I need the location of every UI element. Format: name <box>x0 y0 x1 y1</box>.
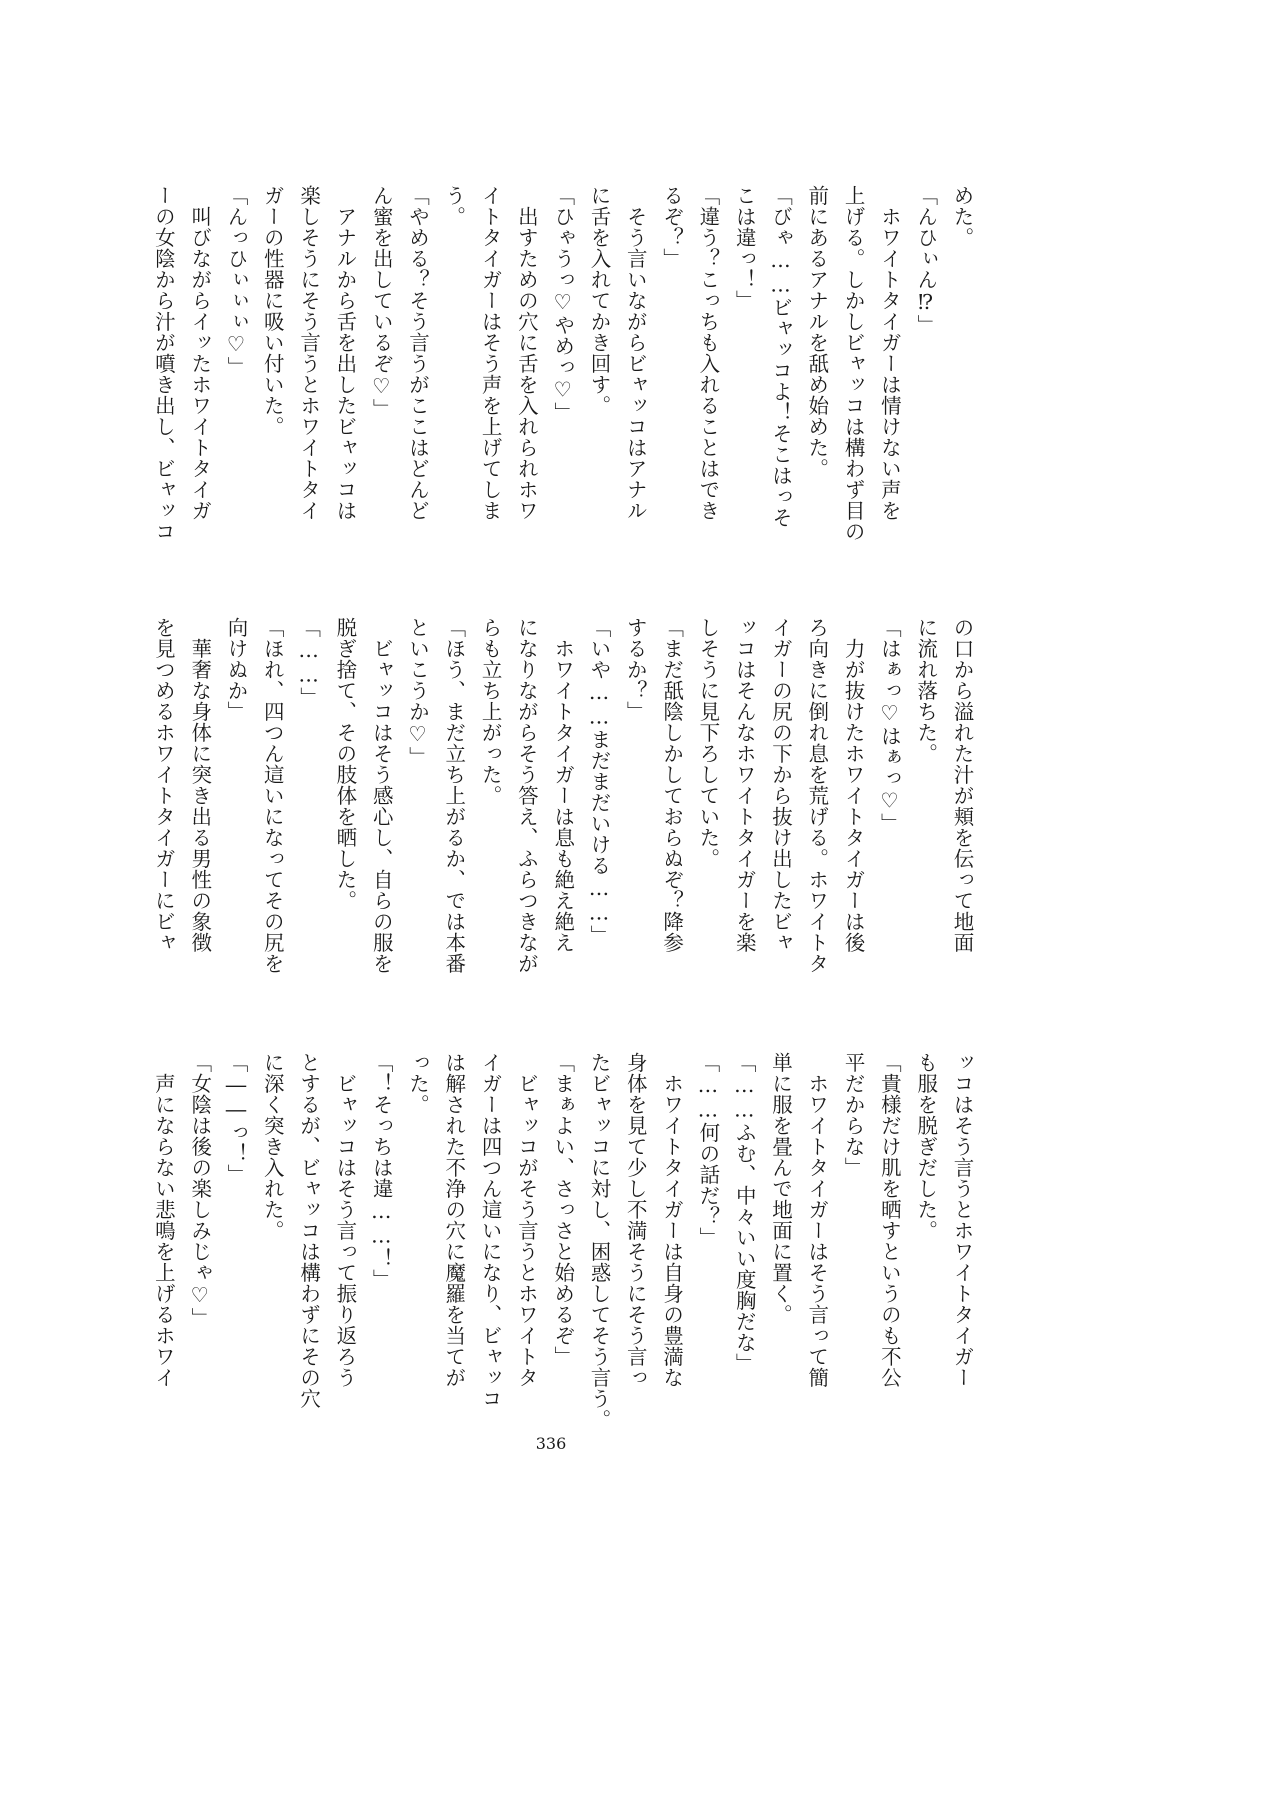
text-line: 「――っ！」 <box>224 1052 248 1185</box>
text-line: ーの女陰から汁が噴き出し、ビャッコ <box>151 185 176 542</box>
text-line: ガーの性器に吸い付いた。 <box>260 185 285 437</box>
text-line: 前にあるアナルを舐め始めた。 <box>804 185 829 479</box>
text-line: ホワイトタイガーはそう言って簡 <box>804 1052 829 1388</box>
text-line: を見つめるホワイトタイガーにビャ <box>151 617 176 953</box>
text-line: 「はぁっ♡はぁっ♡」 <box>877 617 902 834</box>
text-line: ッコはそんなホワイトタイガーを楽 <box>732 617 757 953</box>
text-line: 声にならない悲鳴を上げるホワイ <box>151 1052 176 1388</box>
text-line: 平だからな」 <box>841 1052 866 1178</box>
text-line: 向けぬか」 <box>224 617 248 722</box>
text-line: 楽しそうにそう言うとホワイトタイ <box>296 185 321 521</box>
text-line: 華奢な身体に突き出る男性の象徴 <box>187 617 212 953</box>
text-line: アナルから舌を出したビャッコは <box>332 185 357 521</box>
text-line: 「やめる？そう言うがここはどんど <box>405 185 430 521</box>
text-block-upper <box>0 185 1102 590</box>
text-line: の口から溢れた汁が頬を伝って地面 <box>950 617 974 953</box>
text-line: ッコはそう言うとホワイトタイガー <box>950 1052 974 1388</box>
text-line: 叫びながらイッたホワイトタイガ <box>187 185 212 521</box>
text-line: 「いや……まだまだいける……」 <box>587 617 611 946</box>
text-line: ホワイトタイガーは自身の豊満な <box>659 1052 684 1388</box>
text-line: らも立ち上がった。 <box>478 617 503 806</box>
text-line: めた。 <box>950 185 974 248</box>
text-line: 「んひぃん⁉」 <box>913 185 938 336</box>
text-line: こは違っ！」 <box>732 185 757 311</box>
text-line: 「違う？こっちも入れることはでき <box>695 185 720 521</box>
text-line: ビャッコはそう言って振り返ろう <box>332 1052 357 1388</box>
text-line: 「まぁよい、さっさと始めるぞ」 <box>550 1052 575 1367</box>
text-line: 力が抜けたホワイトタイガーは後 <box>841 617 866 953</box>
text-line: 脱ぎ捨て、その肢体を晒した。 <box>332 617 357 911</box>
text-line: も服を脱ぎだした。 <box>913 1052 938 1241</box>
text-line: う。 <box>441 185 466 227</box>
text-line: 「貴様だけ肌を晒すというのも不公 <box>877 1052 902 1388</box>
text-line: 上げる。しかしビャッコは構わず目の <box>841 185 866 542</box>
text-line: 「ほう、まだ立ち上がるか、では本番 <box>441 617 466 974</box>
text-line: ビャッコはそう感心し、自らの服を <box>369 617 394 974</box>
text-line: しそうに見下ろしていた。 <box>695 617 720 869</box>
text-line: った。 <box>405 1052 430 1115</box>
text-line: ろ向きに倒れ息を荒げる。ホワイトタ <box>804 617 829 974</box>
text-line: 「……何の話だ？」 <box>695 1052 720 1248</box>
text-line: 「まだ舐陰しかしておらぬぞ？降参 <box>659 617 684 953</box>
text-line: 「ほれ、四つん這いになってその尻を <box>260 617 285 974</box>
text-line: といこうか♡」 <box>405 617 430 768</box>
text-line: ビャッコがそう言うとホワイトタ <box>514 1052 539 1388</box>
text-line: になりながらそう答え、ふらつきなが <box>514 617 539 974</box>
text-line: ホワイトタイガーは息も絶え絶え <box>550 617 575 953</box>
text-line: イガーの尻の下から抜け出したビャ <box>768 617 793 953</box>
text-line: に深く突き入れた。 <box>260 1052 285 1241</box>
page-number: 336 <box>535 1434 567 1453</box>
text-line: そう言いながらビャッコはアナル <box>623 185 648 521</box>
text-line: ホワイトタイガーは情けない声を <box>877 185 902 521</box>
text-line: るぞ？」 <box>659 185 684 269</box>
text-line: 「女陰は後の楽しみじゃ♡」 <box>187 1052 212 1329</box>
text-line: 身体を見て少し不満そうにそう言っ <box>623 1052 648 1388</box>
text-line: は解された不浄の穴に魔羅を当てが <box>441 1052 466 1388</box>
text-block-lower <box>0 1052 1102 1457</box>
text-line: とするが、ビャッコは構わずにその穴 <box>296 1052 321 1409</box>
text-block-middle <box>0 617 1102 1022</box>
text-line: 「んっひぃぃぃ♡」 <box>224 185 248 378</box>
text-line: するか？」 <box>623 617 648 722</box>
text-line: 出すための穴に舌を入れられホワ <box>514 185 539 521</box>
text-line: 「……ふむ、中々いい度胸だな」 <box>732 1052 757 1374</box>
text-line: 「びゃ……ビャッコよ！そこはっそ <box>768 185 793 528</box>
text-line: に流れ落ちた。 <box>913 617 938 764</box>
text-line: 単に服を畳んで地面に置く。 <box>768 1052 793 1325</box>
text-line: 「！そっちは違……！」 <box>369 1052 394 1290</box>
text-line: 「……」 <box>296 617 321 708</box>
text-line: イガーは四つん這いになり、ビャッコ <box>478 1052 503 1409</box>
text-line: 「ひゃうっ♡やめっ♡」 <box>550 185 575 423</box>
text-line: に舌を入れてかき回す。 <box>587 185 611 416</box>
text-line: たビャッコに対し、困惑してそう言う。 <box>587 1052 611 1430</box>
text-line: イトタイガーはそう声を上げてしま <box>478 185 503 521</box>
text-line: ん蜜を出しているぞ♡」 <box>369 185 394 420</box>
